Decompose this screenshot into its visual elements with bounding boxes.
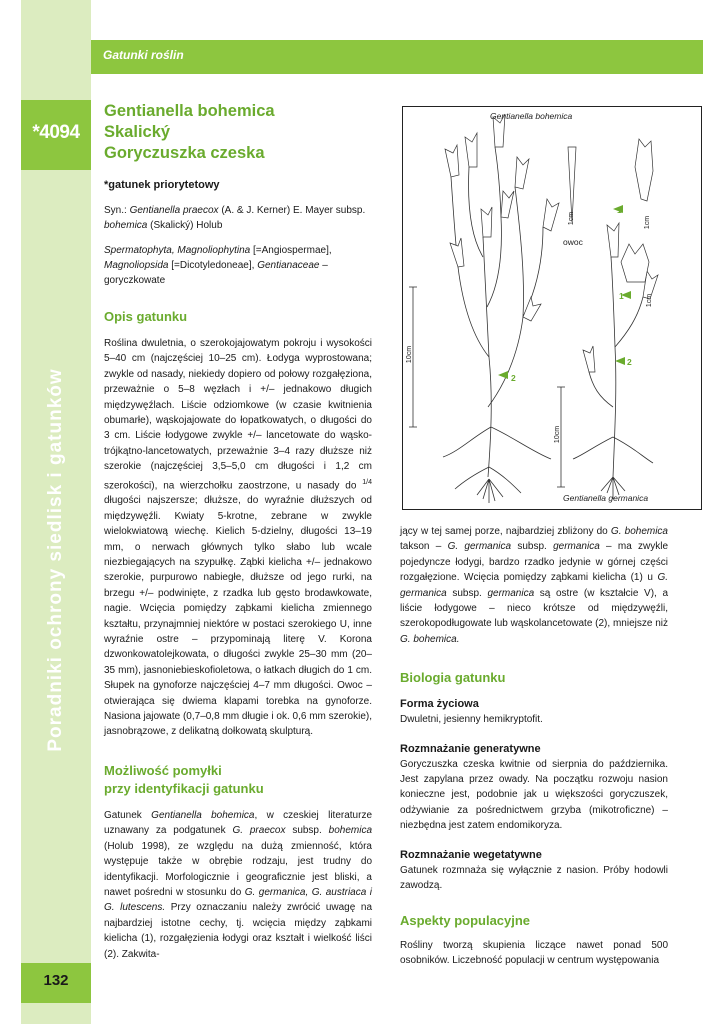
series-title-vertical: Poradniki ochrony siedlisk i gatunków	[45, 368, 66, 752]
left-column	[104, 101, 372, 962]
figure-caption-top: Gentianella bohemica	[490, 111, 573, 121]
scale-1cm-a: 1cm	[568, 211, 576, 226]
label-1a: 1	[617, 205, 622, 215]
label-owoc: owoc	[563, 237, 583, 247]
mozliwosc-title: Możliwość pomyłki przy identyfikacji gatunku	[104, 762, 264, 796]
label-2b: 2	[627, 357, 632, 367]
biologia-title: Biologia gatunku	[400, 670, 506, 686]
opis-text: Roślina dwuletnia, o szerokojajowatym pokroju i wysokości 5–40 cm (najczęściej 10–25 cm). Łodyga wyprostowana; zwykle od nasady, niekiedy dopiero od połowy rozgałęziona, przeważnie o 5–8 węzłach i +/– jednakowo długich międzywęźlach. Liście odziomkowe (w czasie kwitnienia obumarłe), wąskojajowate do łopatkowatych, o długości do 3 cm. Liście łodygowe zwykle +/– lancetowate do wąsko-trójkątno-lancetowatych, przeważnie 3–4 razy dłuższe niż szerokie (najczęściej 3,5–5,0 cm długości i 1,2 cm szerokości), na wierzchołku zaostrzone, u nasady do $^{1/4}$ długości najszersze; dłuższe, do wyraźnie dłuższych od międzywęźli. Kwiaty 5-krotne, zebrane w zwykle wielokwiatową wiechę. Kielich 5-dzielny, długości 13–19 mm, o nerwach głównych tylko słabo lub wcale niezbiegających na szypułkę. Ząbki kielicha +/– jednakowo szerokie, purpurowo nabiegłe, dłuższe od jego rurki, na brzegu +/– podwinięte, z rzadka lub gęsto brodawkowate, nagie. Wcięcia pomiędzy ząbkami kielicha zmiennego kształtu, przynajmniej niektóre w postaci szerokiego U, inne wyraźnie ostre – przypominają literę V. Korona dzwonkowatolejkowata, o długości zwykle 25–30 mm (20–35 mm), jasnoniebieskofioletowa, o łatkach długich do 1 cm. Słupek na gynoforze najczęściej 4–7 mm długości. Owoc – otwierająca się dwiema klapami torebka na gynoforze. Nasiona jajowate (0,7–0,8 mm długie i ok. 0,6 mm szerokie), jasnobrązowe, z delikatną dołkowatą skulpturą.	[104, 338, 372, 738]
botanical-figure	[402, 106, 702, 510]
latin-name: Gentianella bohemica	[104, 102, 275, 120]
plant-drawing	[403, 107, 701, 509]
scale-1cm-c: 1cm	[646, 293, 654, 308]
mozliwosc-text: Gatunek Gentianella bohemica, w czeskiej literaturze uznawany za podgatunek G. praecox subsp. bohemica (Holub 1998), ze względu na dużą zmienność, która występuje także w obrębie rodzaju, jest trudny do identyfikacji. Morfologicznie i geograficznie jest bliski, a nawet pośredni w stosunku do G. germanica, G. austriaca i G. lutescens. Przy oznaczaniu należy zwrócić uwagę na najbardziej istotne cechy, tj. wcięcia między ząbkami kielicha (1), rozgałęzienia łodygi oraz kształt i wielkość liści (2). Zakwita-	[104, 809, 373, 960]
opis-title: Opis gatunku	[104, 309, 188, 324]
gen-text: Goryczuszka czeska kwitnie od sierpnia do października. Jest zapylana przez owady. Na początku rozwoju nasion konieczne jest, podobnie jak u większości goryczuszek, odżywianie za pośrednictwem grzyba (mikotroficzne) – niezbędna jest zatem endomikoryza.	[400, 758, 668, 832]
forma-title: Forma życiowa	[400, 698, 479, 711]
synonym: Syn.: Gentianella praecox (A. & J. Kerner) E. Mayer subsp. bohemica (Skalický) Holub	[104, 205, 366, 231]
label-1b: 1	[619, 291, 624, 301]
weg-text: Gatunek rozmnaża się wyłącznie z nasion. Próby hodowli zawodzą.	[400, 864, 668, 892]
forma-text: Dwuletni, jesienny hemikryptofit.	[400, 714, 543, 726]
scale-10cm-a: 10cm	[406, 345, 414, 364]
species-code: *4094	[32, 122, 80, 143]
weg-title: Rozmnażanie wegetatywne	[400, 848, 542, 861]
mozliwosc-text-continued: jący w tej samej porze, najbardziej zbliżony do G. bohemica takson – G. germanica subsp. germanica – ma zwykle pojedyncze łodygi, bardzo rzadko jedynie w górnej części rozgałęzione. Wcięcia pomiędzy ząbkami kielicha (1) u G. germanica subsp. germanica są ostre (w kształcie V), a liście łodygowe – nieco krótsze od międzywęźli, szerokopodługowate lub wąskolancetowate (2), mniejsze niż G. bohemica.	[400, 526, 669, 645]
polish-name: Goryczuszka czeska	[104, 144, 265, 162]
section-title: Gatunki roślin	[103, 48, 184, 62]
figure-caption-bottom: Gentianella germanica	[563, 493, 649, 503]
aspekty-title: Aspekty populacyjne	[400, 912, 531, 928]
priority-label: *gatunek priorytetowy	[104, 179, 220, 191]
right-column	[400, 524, 668, 968]
gen-title: Rozmnażanie generatywne	[400, 742, 541, 755]
page-number: 132	[43, 972, 69, 989]
scale-1cm-b: 1cm	[644, 215, 652, 230]
taxonomy: Spermatophyta, Magnoliophytina [=Angiospermae], Magnoliopsida [=Dicotyledoneae], Gentianaceae – goryczkowate	[104, 245, 332, 286]
species-title	[104, 101, 372, 164]
fraction: 1/4	[362, 478, 372, 486]
aspekty-text: Rośliny tworzą skupienia liczące nawet ponad 500 osobników. Liczebność populacji w centrum występowania	[400, 939, 668, 966]
latin-author: Skalický	[104, 123, 171, 141]
scale-10cm-b: 10cm	[554, 425, 562, 444]
label-2a: 2	[511, 373, 516, 383]
